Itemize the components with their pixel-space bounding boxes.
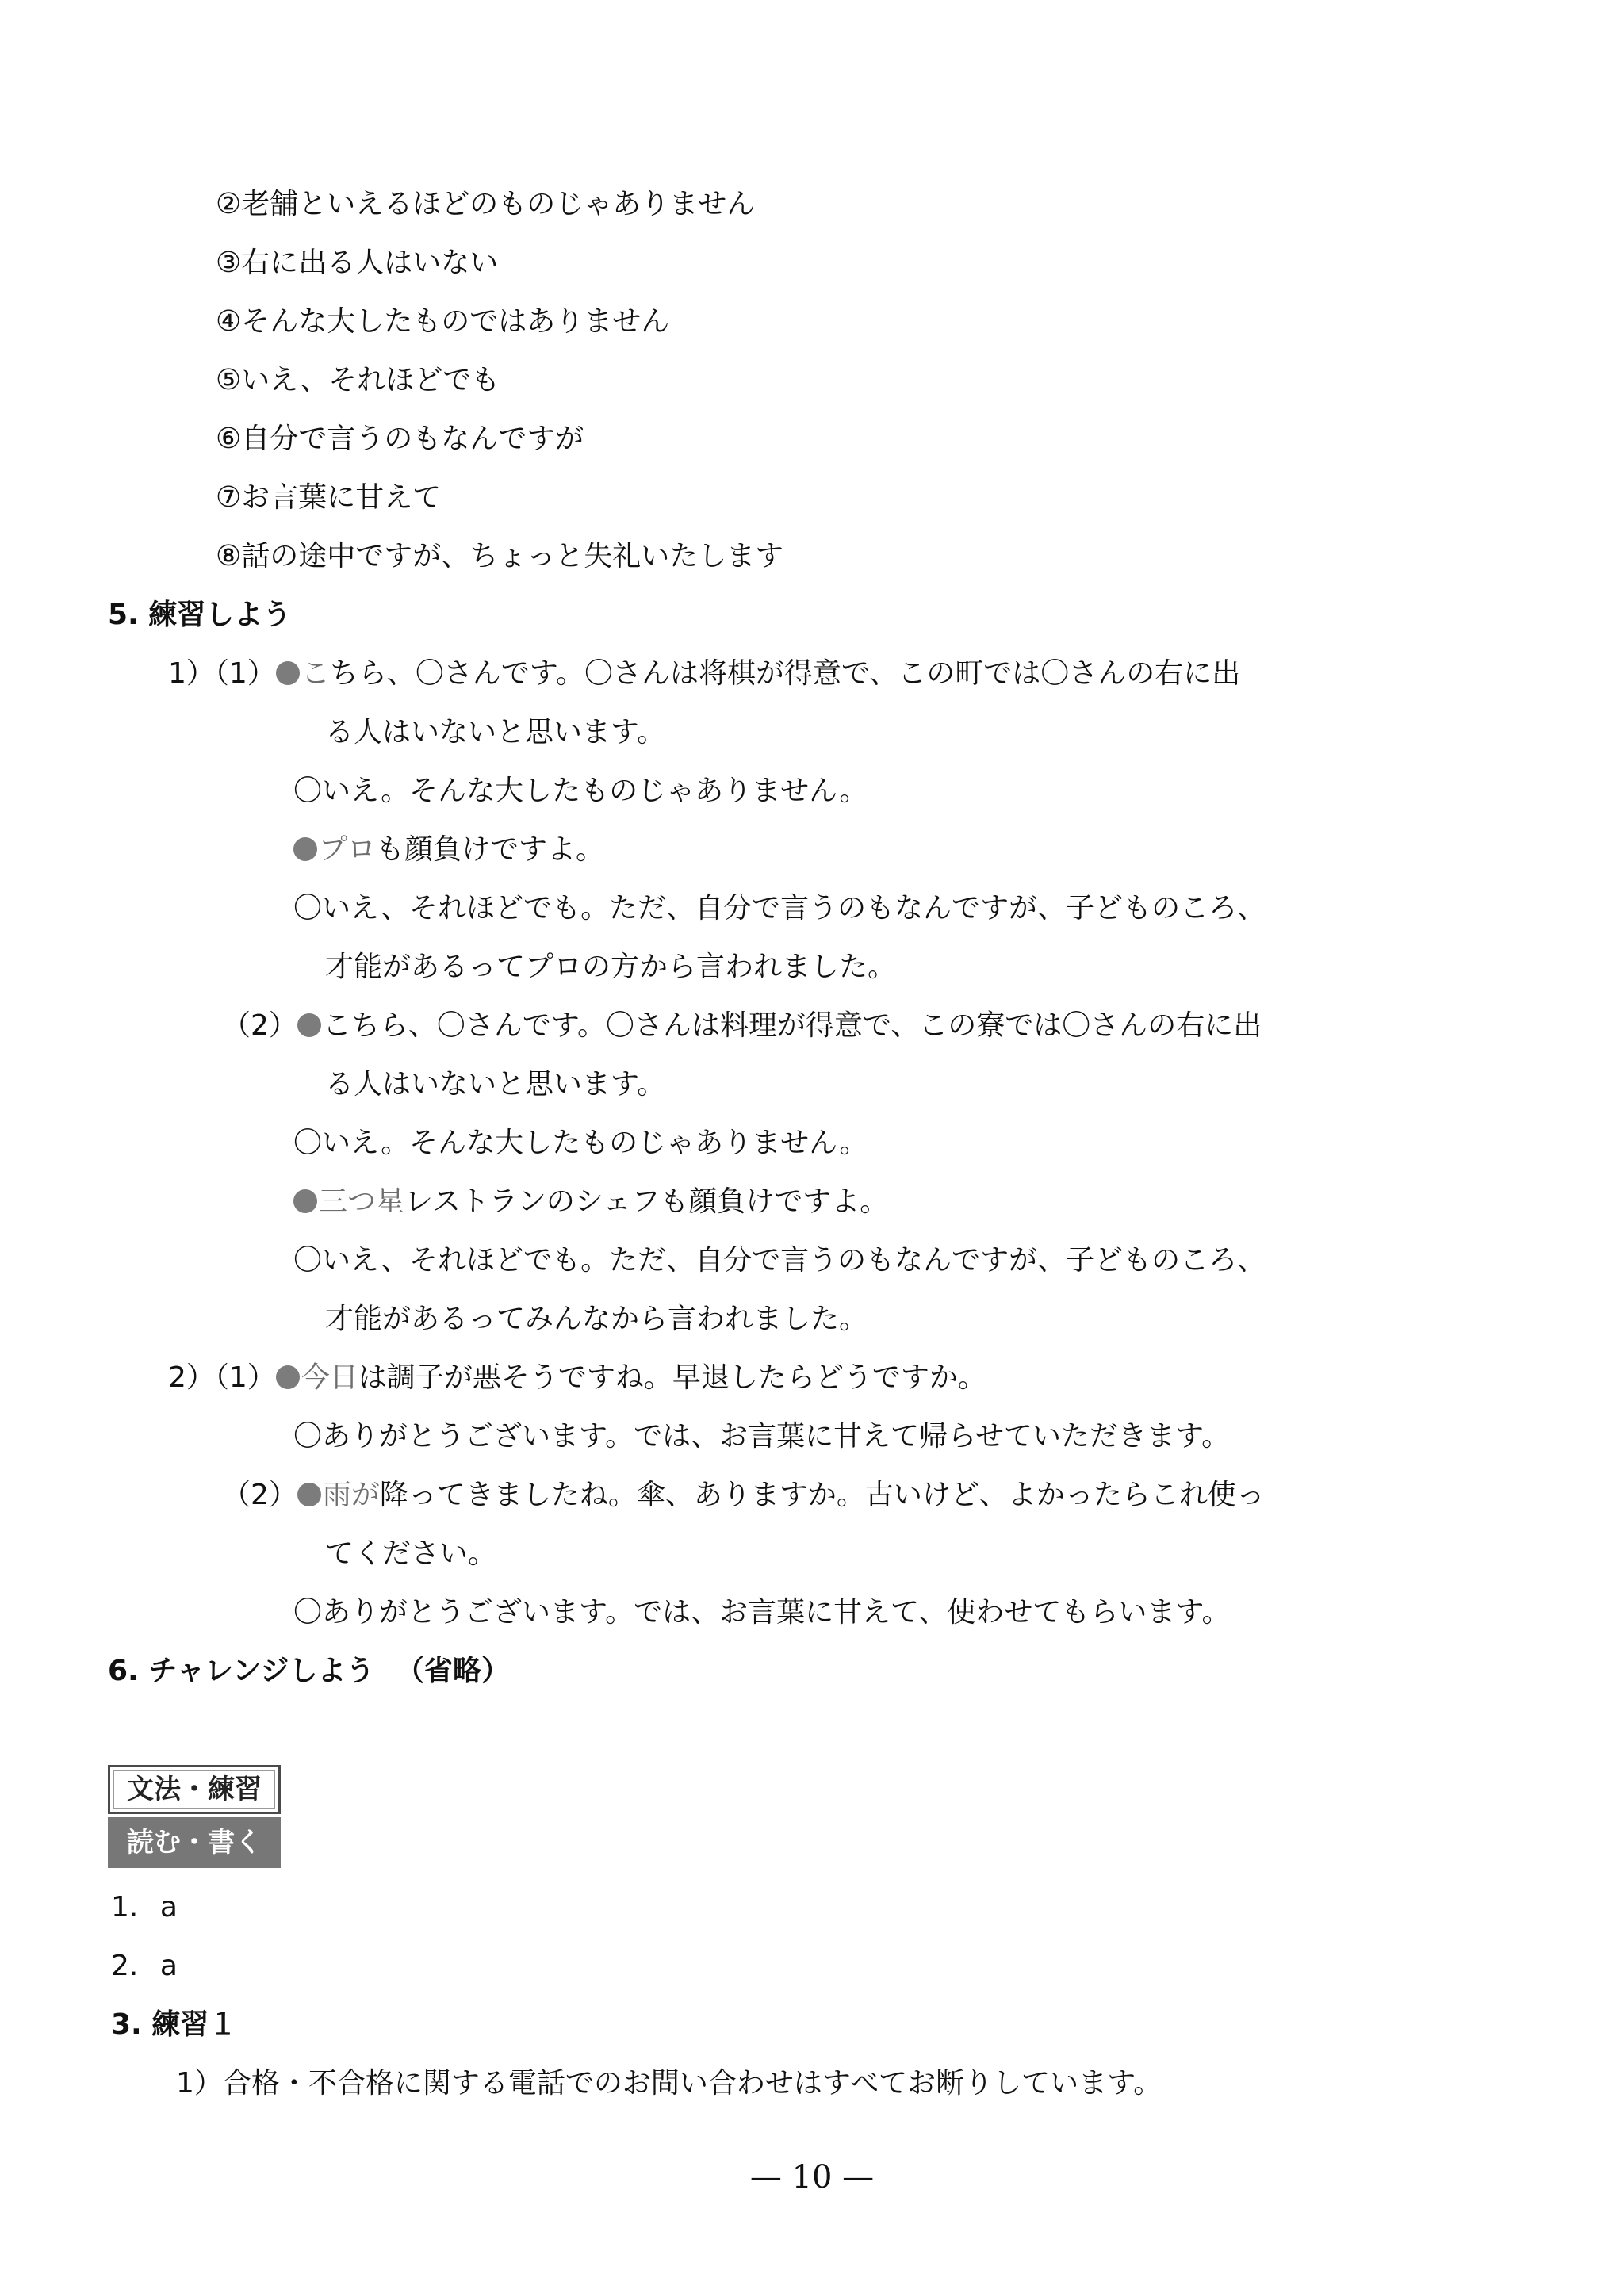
dialogue-line xyxy=(293,831,604,869)
dialogue-line: る人はいないと思います。 xyxy=(325,716,666,748)
filled-circle-icon xyxy=(276,661,300,685)
expression-item: ⑤いえ、それほどでも xyxy=(216,364,500,396)
exercise-2-1-line-1 xyxy=(168,1359,986,1397)
grammar-practice-label: 文法・練習 xyxy=(108,1765,281,1814)
section-title: 練習しよう xyxy=(148,599,292,631)
section-title: 練習１ xyxy=(151,2008,238,2041)
filled-circle-icon xyxy=(297,1483,321,1506)
sub-label: （1） xyxy=(214,1361,276,1394)
answer-text: a xyxy=(159,1891,178,1924)
dialogue-text: は調子が悪そうですね。早退したらどうですか。 xyxy=(358,1361,986,1394)
filled-circle-icon xyxy=(297,1013,321,1037)
dialogue-text: ちら、〇さんです。〇さんは将棋が得意で、この町では〇さんの右に出 xyxy=(329,657,1241,690)
section-3-heading xyxy=(111,2006,237,2044)
dialogue-text: も顔負けですよ。 xyxy=(376,833,605,866)
answer-number: 2. xyxy=(111,1950,139,1982)
answer-line xyxy=(111,1947,178,1985)
dialogue-text: 降ってきましたね。傘、ありますか。古いけど、よかったらこれ使っ xyxy=(379,1479,1265,1511)
expression-item: ③右に出る人はいない xyxy=(216,247,499,279)
dialogue-line: 才能があるってプロの方から言われました。 xyxy=(325,951,897,983)
answer-number: 1. xyxy=(111,1891,139,1924)
dialogue-text: レストランのシェフも顔負けですよ。 xyxy=(404,1185,889,1218)
sub-label: （2） xyxy=(222,1009,297,1042)
answer-line xyxy=(111,1889,178,1927)
answer-text: 合格・不合格に関する電話でのお問い合わせはすべてお断りしています。 xyxy=(222,2067,1162,2100)
dialogue-line: 〇いえ、それほどでも。ただ、自分で言うのもなんですが、子どものころ、 xyxy=(293,892,1266,924)
section-5-heading xyxy=(108,596,291,634)
highlight-text: こ xyxy=(301,657,330,690)
dialogue-text: こちら、〇さんです。〇さんは料理が得意で、この寮では〇さんの右に出 xyxy=(322,1009,1262,1042)
section-6-heading xyxy=(108,1652,510,1690)
dialogue-line: る人はいないと思います。 xyxy=(325,1068,666,1101)
dialogue-line: 才能があるってみんなから言われました。 xyxy=(325,1303,868,1335)
exercise-label: 1） xyxy=(168,657,215,690)
dialogue-line: 〇いえ。そんな大したものじゃありません。 xyxy=(293,775,868,807)
expression-item: ②老舗といえるほどのものじゃありません xyxy=(216,188,756,220)
highlight-text: プロ xyxy=(319,833,377,866)
exercise-1-2-line-1 xyxy=(222,1007,1262,1045)
read-write-label: 読む・書く xyxy=(108,1817,281,1868)
answer-text: a xyxy=(159,1950,178,1982)
highlight-text: 今日 xyxy=(301,1361,358,1394)
page-number: — 10 — xyxy=(749,2159,875,2195)
section-number: 3. xyxy=(111,2008,142,2041)
filled-circle-icon xyxy=(276,1365,300,1389)
filled-circle-icon xyxy=(293,1189,317,1213)
section-note: （省略） xyxy=(395,1655,510,1687)
filled-circle-icon xyxy=(293,837,317,861)
exercise-1-1-line-1 xyxy=(168,655,1240,693)
dialogue-line: 〇いえ、それほどでも。ただ、自分で言うのもなんですが、子どものころ、 xyxy=(293,1244,1266,1277)
sub-label: （2） xyxy=(222,1479,297,1511)
exercise-2-2-line-1 xyxy=(222,1476,1265,1514)
dialogue-line: 〇ありがとうございます。では、お言葉に甘えて、使わせてもらいます。 xyxy=(293,1596,1231,1629)
expression-item: ⑧話の途中ですが、ちょっと失礼いたします xyxy=(216,540,784,572)
expression-item: ⑦お言葉に甘えて xyxy=(216,481,442,514)
dialogue-line: てください。 xyxy=(325,1537,497,1570)
section-title: チャレンジしよう xyxy=(148,1655,375,1687)
highlight-text: 三つ星 xyxy=(319,1185,405,1218)
expression-item: ④そんな大したものではありません xyxy=(216,305,670,338)
section-number: 5. xyxy=(108,599,139,631)
dialogue-line: 〇ありがとうございます。では、お言葉に甘えて帰らせていただきます。 xyxy=(293,1420,1231,1453)
highlight-text: 雨が xyxy=(322,1479,380,1511)
exercise-label: 2） xyxy=(168,1361,215,1394)
expression-item: ⑥自分で言うのもなんですが xyxy=(216,423,584,455)
item-label: 1） xyxy=(176,2067,223,2100)
section-number: 6. xyxy=(108,1655,139,1687)
sub-label: （1） xyxy=(214,657,276,690)
answer-line xyxy=(176,2065,1162,2103)
dialogue-line xyxy=(293,1183,888,1221)
dialogue-line: 〇いえ。そんな大したものじゃありません。 xyxy=(293,1127,868,1159)
